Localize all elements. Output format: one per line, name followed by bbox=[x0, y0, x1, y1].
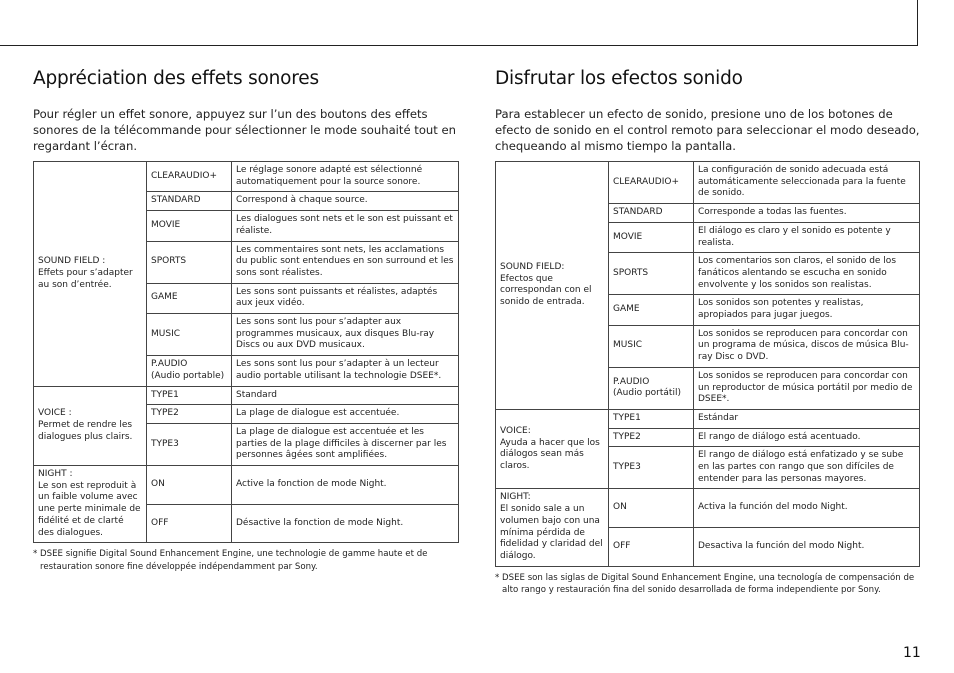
mode-cell bbox=[609, 447, 694, 489]
mode-cell bbox=[609, 325, 694, 367]
mode-cell bbox=[147, 504, 232, 543]
mode-subtitle: (Audio portable) bbox=[151, 370, 225, 381]
mode-description: Estándar bbox=[694, 409, 920, 428]
setting-description: Effets pour s’adapter au son d’entrée. bbox=[38, 267, 133, 290]
section-title-es: Disfrutar los efectos sonido bbox=[495, 68, 743, 89]
mode-name: MUSIC bbox=[613, 340, 643, 351]
mode-name: STANDARD bbox=[151, 195, 201, 206]
mode-name: TYPE3 bbox=[151, 438, 179, 449]
mode-cell bbox=[609, 428, 694, 447]
mode-cell bbox=[609, 295, 694, 325]
mode-description: Los sonidos se reproducen para concordar con un programa de música, discos de música Blu-ray Disc o DVD. bbox=[694, 325, 920, 367]
mode-description: Les sons sont puissants et réalistes, adaptés aux jeux vidéo. bbox=[232, 283, 459, 313]
mode-name: CLEARAUDIO+ bbox=[151, 170, 217, 181]
setting-title: NIGHT: bbox=[500, 492, 531, 503]
mode-cell bbox=[147, 211, 232, 241]
mode-cell bbox=[147, 241, 232, 283]
mode-name: MOVIE bbox=[151, 219, 181, 230]
header-rule-vertical bbox=[917, 0, 918, 46]
mode-name: P.AUDIO bbox=[613, 376, 650, 387]
mode-name: GAME bbox=[613, 304, 640, 315]
setting-title: VOICE : bbox=[38, 408, 72, 419]
mode-description: Désactive la fonction de mode Night. bbox=[232, 504, 459, 543]
mode-description: Les sons sont lus pour s’adapter aux programmes musicaux, aux disques Blu-ray Discs ou aux DVD musicaux. bbox=[232, 314, 459, 356]
french-section bbox=[33, 66, 459, 573]
mode-description: Los comentarios son claros, el sonido de los fanáticos alentando se escucha en sonido envolvente y los sonidos son realistas. bbox=[694, 253, 920, 295]
mode-name: MUSIC bbox=[151, 328, 181, 339]
setting-description: Ayuda a hacer que los diálogos sean más claros. bbox=[500, 437, 600, 471]
mode-cell bbox=[147, 386, 232, 405]
mode-description: Los sonidos son potentes y realistas, apropiados para jugar juegos. bbox=[694, 295, 920, 325]
table-row bbox=[34, 466, 459, 505]
table-row bbox=[34, 162, 459, 192]
mode-cell bbox=[147, 283, 232, 313]
intro-es: Para establecer un efecto de sonido, presione uno de los botones de efecto de sonido en el control remoto para seleccionar el modo deseado, chequeando al mismo tiempo la pantalla. bbox=[495, 107, 920, 153]
setting-description: El sonido sale a un volumen bajo con una mínima pérdida de fidelidad y claridad del diálogo. bbox=[500, 504, 603, 561]
mode-description: El rango de diálogo está enfatizado y se sube en las partes con rango que son difíciles de entender para las personas mayores. bbox=[694, 447, 920, 489]
mode-name: STANDARD bbox=[613, 207, 663, 218]
mode-cell bbox=[609, 204, 694, 223]
page-number: 11 bbox=[903, 645, 921, 661]
setting-cell bbox=[34, 466, 147, 543]
setting-cell bbox=[496, 489, 609, 566]
mode-cell bbox=[609, 162, 694, 204]
table-row bbox=[496, 489, 920, 528]
mode-name: GAME bbox=[151, 292, 178, 303]
table-row bbox=[34, 386, 459, 405]
mode-description: La configuración de sonido adecuada está automáticamente seleccionada para la fuente de sonido. bbox=[694, 162, 920, 204]
mode-name: CLEARAUDIO+ bbox=[613, 176, 679, 187]
setting-description: Le son est reproduit à un faible volume avec une perte minimale de fidélité et de clarté des dialogues. bbox=[38, 480, 141, 538]
mode-cell bbox=[609, 528, 694, 567]
mode-cell bbox=[147, 162, 232, 192]
mode-cell bbox=[609, 489, 694, 528]
mode-cell bbox=[147, 314, 232, 356]
setting-cell bbox=[34, 386, 147, 466]
mode-description: Los sonidos se reproducen para concordar con un reproductor de música portátil por medio de DSEE*. bbox=[694, 367, 920, 409]
sound-effects-table-es bbox=[495, 161, 920, 567]
setting-description: Permet de rendre les dialogues plus clairs. bbox=[38, 419, 133, 442]
mode-cell bbox=[609, 409, 694, 428]
mode-name: OFF bbox=[613, 541, 631, 552]
mode-cell bbox=[609, 222, 694, 252]
mode-subtitle: (Audio portátil) bbox=[613, 388, 681, 399]
mode-description: El diálogo es claro y el sonido es potente y realista. bbox=[694, 222, 920, 252]
mode-description: Standard bbox=[232, 386, 459, 405]
setting-cell bbox=[34, 162, 147, 387]
mode-name: OFF bbox=[151, 517, 169, 528]
setting-title: VOICE: bbox=[500, 425, 531, 436]
section-title-fr: Appréciation des effets sonores bbox=[33, 68, 319, 89]
mode-name: TYPE2 bbox=[613, 431, 641, 442]
mode-cell bbox=[147, 356, 232, 386]
setting-title: NIGHT : bbox=[38, 469, 73, 480]
mode-name: TYPE2 bbox=[151, 408, 179, 419]
footnote-es: * DSEE son las siglas de Digital Sound Enhancement Engine, una tecnología de compensación de alto rango y restauración fina del sonido desarrollada de forma independiente por Sony. bbox=[495, 572, 915, 596]
mode-cell bbox=[147, 423, 232, 465]
mode-description: Active la fonction de mode Night. bbox=[232, 466, 459, 505]
mode-name: ON bbox=[151, 479, 165, 490]
setting-title: SOUND FIELD: bbox=[500, 262, 565, 273]
mode-description: Les commentaires sont nets, les acclamations du public sont entendues en son surround et les sons sont réalistes. bbox=[232, 241, 459, 283]
mode-description: La plage de dialogue est accentuée et les parties de la plage difficiles à discerner par les personnes âgées sont amplifiées. bbox=[232, 423, 459, 465]
footnote-fr: * DSEE signifie Digital Sound Enhancement Engine, une technologie de gamme haute et de restauration sonore fine développée indépendamment par Sony. bbox=[33, 549, 428, 572]
mode-description: El rango de diálogo está acentuado. bbox=[694, 428, 920, 447]
mode-cell bbox=[609, 367, 694, 409]
setting-cell bbox=[496, 409, 609, 489]
mode-description: Les sons sont lus pour s’adapter à un lecteur audio portable utilisant la technologie DSEE*. bbox=[232, 356, 459, 386]
setting-cell bbox=[496, 162, 609, 410]
table-row bbox=[496, 409, 920, 428]
mode-name: P.AUDIO bbox=[151, 359, 188, 370]
mode-name: ON bbox=[613, 502, 627, 513]
mode-cell bbox=[147, 192, 232, 211]
table-row bbox=[496, 162, 920, 204]
mode-description: Desactiva la función del modo Night. bbox=[694, 528, 920, 567]
mode-name: TYPE1 bbox=[613, 412, 641, 423]
setting-description: Efectos que correspondan con el sonido de entrada. bbox=[500, 273, 592, 308]
mode-cell bbox=[147, 405, 232, 424]
mode-name: SPORTS bbox=[151, 256, 187, 267]
mode-name: TYPE3 bbox=[613, 462, 641, 473]
mode-name: SPORTS bbox=[613, 267, 649, 278]
mode-cell bbox=[609, 253, 694, 295]
mode-description: Les dialogues sont nets et le son est puissant et réaliste. bbox=[232, 211, 459, 241]
mode-name: MOVIE bbox=[613, 231, 643, 242]
mode-description: Activa la función del modo Night. bbox=[694, 489, 920, 528]
sound-effects-table-fr bbox=[33, 161, 459, 543]
header-rule bbox=[0, 45, 917, 46]
mode-description: La plage de dialogue est accentuée. bbox=[232, 405, 459, 424]
mode-description: Corresponde a todas las fuentes. bbox=[694, 204, 920, 223]
mode-name: TYPE1 bbox=[151, 389, 179, 400]
mode-cell bbox=[147, 466, 232, 505]
mode-description: Le réglage sonore adapté est sélectionné automatiquement pour la source sonore. bbox=[232, 162, 459, 192]
setting-title: SOUND FIELD : bbox=[38, 256, 106, 267]
intro-fr: Pour régler un effet sonore, appuyez sur l’un des boutons des effets sonores de la télécommande pour sélectionner le mode souhaité tout en regardant l’écran. bbox=[33, 107, 456, 153]
mode-description: Correspond à chaque source. bbox=[232, 192, 459, 211]
spanish-section bbox=[495, 66, 920, 597]
